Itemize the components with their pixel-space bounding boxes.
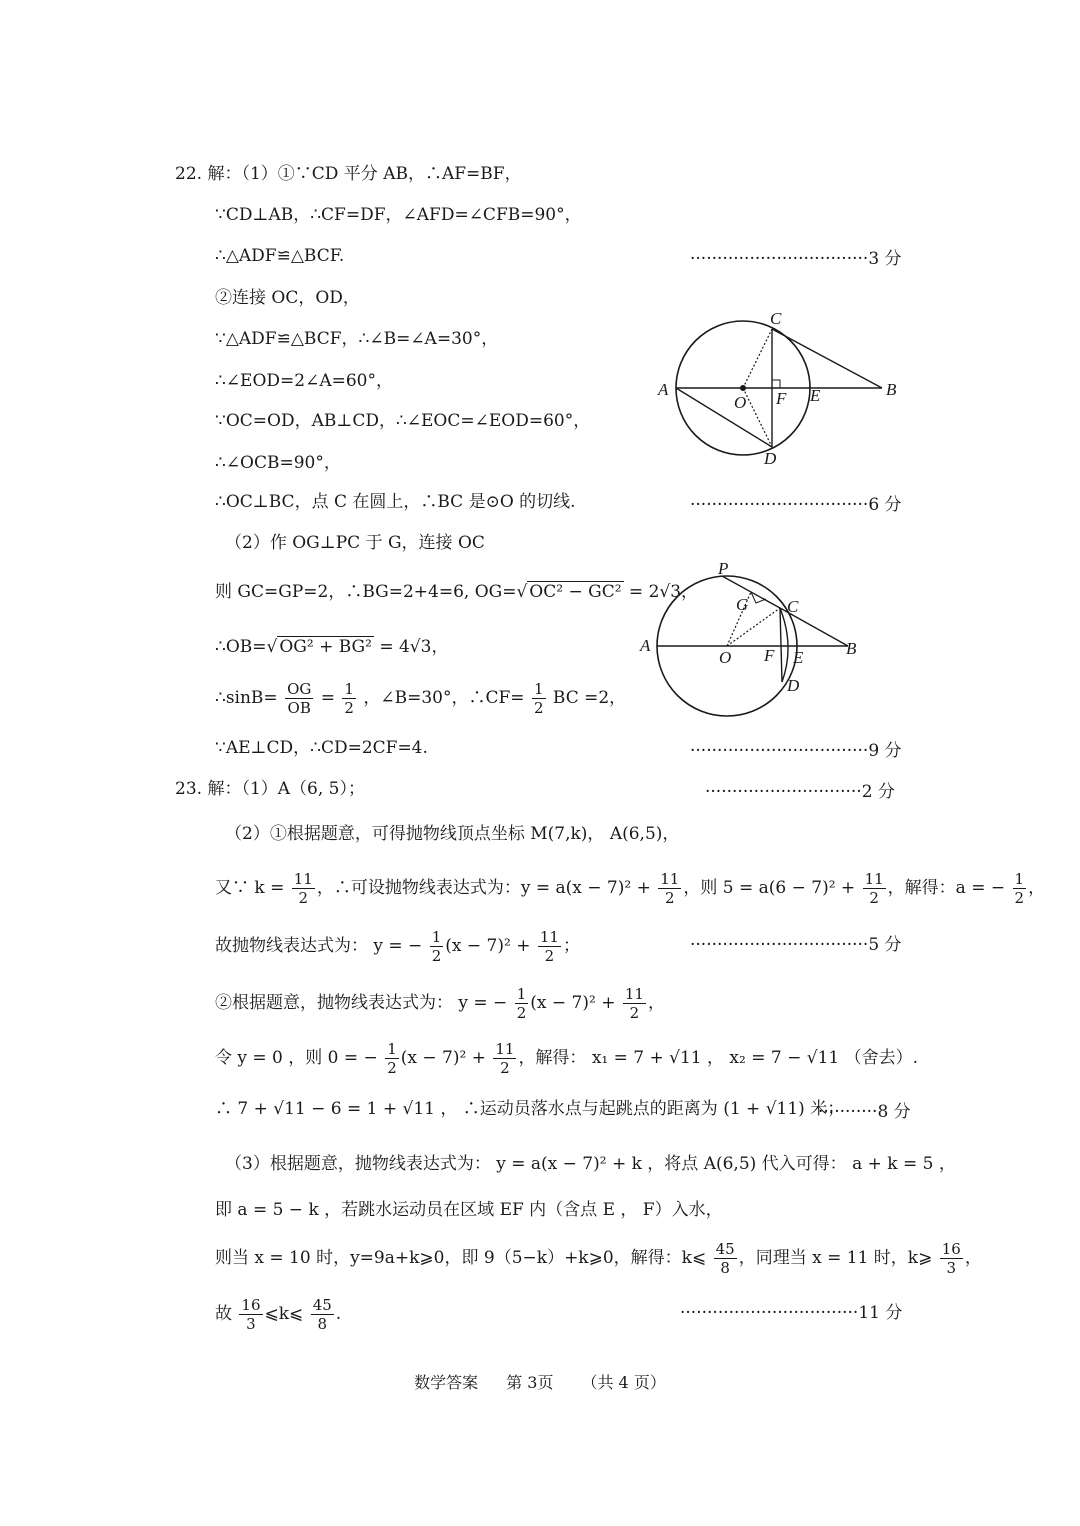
denominator: OB: [287, 699, 311, 717]
q23-line-6: [215, 1040, 918, 1077]
fraction: [863, 870, 886, 907]
q23-l5a: ②根据题意，抛物线表达式为： y = −: [215, 993, 508, 1013]
label-o: O: [734, 393, 747, 412]
fraction: [285, 680, 313, 717]
q22-l11a: 则 GC=GP=2，∴BG=2+4=6, OG=: [215, 582, 517, 602]
denominator: 2: [516, 1004, 527, 1022]
q23-l10b: ，同理当 x = 11 时，k⩾: [738, 1248, 933, 1268]
fraction: [658, 870, 681, 907]
denominator: 2: [665, 889, 675, 907]
numerator: 11: [660, 870, 680, 888]
q23-l6c: ，解得： x₁ = 7 + √11 ， x₂ = 7 − √11 （舍去）.: [518, 1048, 919, 1068]
footer-subject: 数学答案: [414, 1373, 479, 1392]
numerator: 1: [344, 680, 354, 698]
q23-line-8: （3）根据题意，抛物线表达式为： y = a(x − 7)² + k ，将点 A(6,5) 代入可得： a + k = 5 ，: [225, 1154, 956, 1174]
fraction: [515, 985, 529, 1022]
line-cb: [772, 329, 882, 388]
numerator: 11: [495, 1040, 515, 1058]
q23-line-9: 即 a = 5 − k ，若跳水运动员在区域 EF 内（含点 E ， F）入水，: [215, 1200, 723, 1220]
q22-line-10: （2）作 OG⊥PC 于 G，连接 OC: [225, 533, 485, 553]
q22-l11b: OC² − GC²: [529, 582, 622, 602]
label-o: O: [719, 648, 732, 667]
q22-line-5: ∵△ADF≌△BCF，∴∠B=∠A=30°，: [215, 329, 499, 349]
label-c: C: [787, 597, 799, 616]
q23-score-2: ·································5 分: [690, 935, 902, 955]
q23-l6a: 令 y = 0 ，则 0 = −: [215, 1048, 378, 1068]
numerator: 11: [624, 985, 644, 1003]
q22-l12b: OG² + BG²: [279, 637, 372, 657]
q23-l3b: ，∴可设抛物线表达式为：y = a(x − 7)² +: [316, 878, 651, 898]
q22-line-12: [215, 635, 448, 659]
q22-line-13: [215, 680, 626, 717]
figure-2-circle-chord: [630, 560, 870, 720]
q23-line-10: [215, 1240, 982, 1277]
q22-line-6: ∴∠EOD=2∠A=60°，: [215, 371, 393, 391]
q23-l3c: ，则 5 = a(6 − 7)² +: [683, 878, 856, 898]
q23-score-1: ·····························2 分: [705, 782, 895, 802]
right-angle-mark: [772, 380, 780, 388]
label-a: A: [640, 636, 651, 655]
fraction: [940, 1240, 963, 1277]
numerator: 45: [715, 1240, 735, 1258]
footer-page: 第 3页: [506, 1373, 554, 1392]
q22-l12c: = 4√3，: [379, 637, 449, 657]
label-e: E: [810, 386, 821, 405]
q23-line-3: [215, 870, 1045, 907]
q22-score-1: ·································3 分: [690, 249, 902, 269]
fraction: [430, 928, 444, 965]
fraction: [493, 1040, 516, 1077]
denominator: 2: [544, 947, 555, 965]
numerator: 1: [1014, 870, 1025, 888]
denominator: 3: [246, 1315, 256, 1333]
numerator: 1: [516, 985, 527, 1003]
label-b: B: [886, 380, 897, 399]
q23-l4a: 故抛物线表达式为： y = −: [215, 936, 423, 956]
q23-l5b: (x − 7)² +: [530, 993, 616, 1013]
label-f: F: [764, 646, 775, 665]
q22-score-2: ·································6 分: [690, 495, 902, 515]
q22-l12a: ∴OB=: [215, 637, 267, 657]
q23-line-7: ∴ 7 + √11 − 6 = 1 + √11 ， ∴运动员落水点与起跳点的距离为 (1 + √11) 米；: [215, 1099, 845, 1119]
label-a: A: [658, 380, 669, 399]
label-g: G: [736, 595, 749, 614]
numerator: 45: [312, 1296, 332, 1314]
q22-line-3: ∴△ADF≌△BCF.: [215, 246, 345, 266]
line-cd: [780, 608, 782, 682]
numerator: 11: [539, 928, 559, 946]
q22-line-9: ∴OC⊥BC，点 C 在圆上，∴BC 是⊙O 的切线.: [215, 492, 576, 512]
q23-l10a: 则当 x = 10 时，y=9a+k⩾0，即 9（5−k）+k⩾0，解得：k⩽: [215, 1248, 707, 1268]
q22-line-1: 22. 解：（1）①∵CD 平分 AB，∴AF=BF，: [175, 164, 522, 184]
footer-total: （共 4 页）: [581, 1373, 666, 1392]
q22-line-11: [215, 580, 698, 604]
q23-l10c: ，: [964, 1248, 982, 1268]
q23-l11a: 故: [215, 1304, 232, 1324]
fraction: [714, 1240, 737, 1277]
numerator: 16: [241, 1296, 261, 1314]
fraction: [292, 870, 315, 907]
q23-l4c: ；: [562, 936, 580, 956]
q23-line-1: 23. 解：（1）A（6, 5）；: [175, 779, 365, 799]
numerator: 11: [864, 870, 884, 888]
denominator: 3: [946, 1259, 957, 1277]
label-b: B: [846, 639, 857, 658]
denominator: 2: [500, 1059, 510, 1077]
page-footer: [0, 1370, 1080, 1393]
line-oc: [743, 329, 772, 388]
label-d: D: [787, 676, 800, 695]
denominator: 8: [317, 1315, 328, 1333]
denominator: 2: [431, 947, 442, 965]
q23-l5c: ，: [647, 993, 665, 1013]
q23-line-5: [215, 985, 665, 1022]
fraction: [311, 1296, 334, 1333]
q22-l11c: = 2√3，: [628, 582, 699, 602]
fraction: [538, 928, 561, 965]
denominator: 2: [344, 699, 354, 717]
q22-l13c: ，∠B=30°，∴CF=: [363, 688, 525, 708]
numerator: OG: [287, 680, 312, 698]
q23-l11c: .: [335, 1304, 342, 1324]
denominator: 8: [720, 1259, 730, 1277]
q22-l13b: =: [320, 688, 336, 708]
denominator: 2: [387, 1059, 397, 1077]
center-o: [740, 385, 746, 391]
label-f: F: [776, 389, 787, 408]
q23-l3a: 又∵ k =: [215, 878, 285, 898]
denominator: 2: [1014, 889, 1025, 907]
q22-l13d: BC =2，: [552, 688, 627, 708]
q23-l6b: (x − 7)² +: [400, 1048, 486, 1068]
q22-line-7: ∵OC=OD，AB⊥CD，∴∠EOC=∠EOD=60°，: [215, 411, 591, 431]
q23-line-2: （2）①根据题意，可得抛物线顶点坐标 M(7,k)， A(6,5)，: [225, 824, 680, 844]
fraction: [532, 680, 546, 717]
q23-score-3: ···········8 分: [818, 1102, 911, 1122]
denominator: 2: [869, 889, 879, 907]
q22-line-2: ∵CD⊥AB，∴CF=DF，∠AFD=∠CFB=90°，: [215, 205, 582, 225]
q23-l11b: ⩽k⩽: [264, 1304, 304, 1324]
numerator: 1: [431, 928, 442, 946]
figure-1-circle-tangent: [650, 300, 910, 475]
fraction: [623, 985, 646, 1022]
q22-line-14: ∵AE⊥CD，∴CD=2CF=4.: [215, 738, 428, 758]
denominator: 2: [629, 1004, 640, 1022]
numerator: 16: [941, 1240, 961, 1258]
numerator: 1: [533, 680, 544, 698]
q23-l3e: ，: [1028, 878, 1046, 898]
label-p: P: [718, 560, 729, 578]
sqrt-expr: √ OC² − GC²: [516, 582, 622, 602]
fraction: [342, 680, 356, 717]
label-c: C: [770, 309, 782, 328]
denominator: 2: [533, 699, 544, 717]
q22-line-4: ②连接 OC，OD，: [215, 288, 360, 308]
q23-l4b: (x − 7)² +: [445, 936, 531, 956]
fraction: [1013, 870, 1027, 907]
label-e: E: [793, 648, 804, 667]
q22-score-3: ·································9 分: [690, 741, 902, 761]
numerator: 11: [293, 870, 313, 888]
fraction: [385, 1040, 399, 1077]
q22-l13a: ∴sinB=: [215, 688, 278, 708]
fraction: [239, 1296, 262, 1333]
denominator: 2: [298, 889, 309, 907]
q23-line-4: [215, 928, 580, 965]
numerator: 1: [387, 1040, 397, 1058]
q23-line-11: [215, 1296, 341, 1333]
q23-score-4: ·································11 分: [680, 1303, 903, 1323]
label-d: D: [764, 449, 777, 468]
q22-line-8: ∴∠OCB=90°，: [215, 453, 341, 473]
q23-l3d: ，解得：a = −: [887, 878, 1006, 898]
sqrt-expr: √ OG² + BG²: [266, 637, 372, 657]
